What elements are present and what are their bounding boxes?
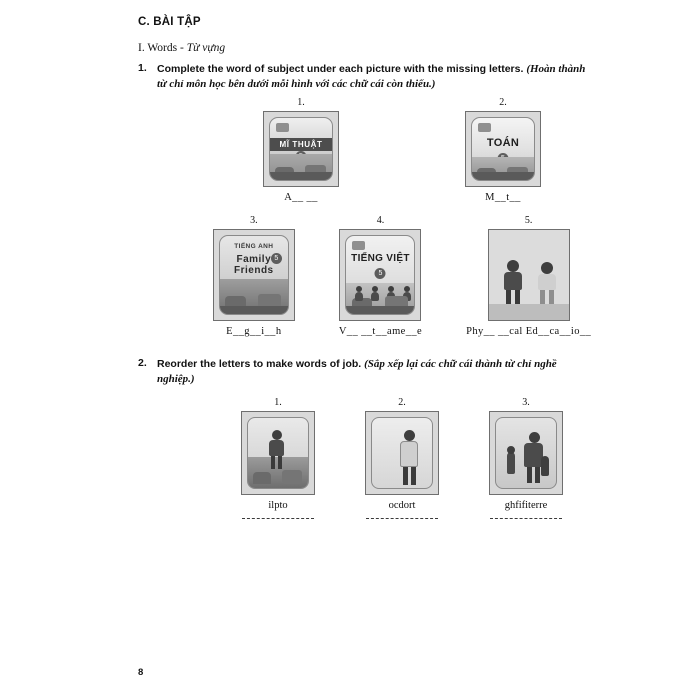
pilot-figure <box>266 430 286 470</box>
cover-title: TOÁN <box>486 137 520 150</box>
student-figure <box>386 286 396 306</box>
fire-extinguisher-icon <box>540 452 550 478</box>
illustration-pilot-with-plane <box>241 411 315 495</box>
cover-footer-bar <box>220 306 288 314</box>
illustration-firefighter <box>489 411 563 495</box>
child-boy-figure <box>501 260 525 304</box>
answer-blank[interactable]: V__ __t__ame__e <box>338 326 423 338</box>
student-figure <box>370 286 380 306</box>
scrambled-word: ocdort <box>388 499 416 511</box>
answer-blank[interactable]: A__ __ <box>284 192 318 204</box>
exercise-1-item-3 <box>213 215 295 337</box>
cover-footer-bar <box>270 172 332 180</box>
exercise-1-prompt-vi: (Hoàn thành từ chỉ môn học bên dưới mỗi hình với các chữ cái còn thiếu.) <box>157 63 586 90</box>
section-heading: C. BÀI TẬP <box>138 16 201 28</box>
cover-title: Family Friends <box>234 254 274 277</box>
exercise-2 <box>138 357 666 386</box>
answer-blank[interactable]: E__g__i__h <box>226 326 282 338</box>
exercise-2-item-3 <box>489 397 563 519</box>
subsection-heading-en: I. Words - <box>138 42 187 54</box>
item-number: 1. <box>274 396 282 408</box>
exercise-1-item-4 <box>339 215 422 337</box>
photo-floor <box>489 304 569 320</box>
exercise-1 <box>138 62 666 91</box>
exercise-2-item-1 <box>241 397 315 519</box>
cover-title: TIẾNG VIỆT <box>351 253 410 265</box>
exercise-1-number: 1. <box>138 62 147 74</box>
student-figure <box>402 286 412 306</box>
item-number: 1. <box>297 97 305 109</box>
answer-blank[interactable]: Phy__ __cal Ed__ca__io__ <box>466 326 592 338</box>
exercise-1-row-2 <box>138 215 666 337</box>
exercise-1-item-5 <box>466 215 591 337</box>
item-number: 3. <box>522 396 530 408</box>
photo-children-exercising <box>488 229 570 321</box>
publisher-badge-icon <box>478 123 491 132</box>
item-number: 2. <box>398 396 406 408</box>
exercise-2-prompt-en: Reorder the letters to make words of job. <box>157 358 362 371</box>
cover-footer-bar <box>346 306 414 314</box>
cover-footer-bar <box>472 172 534 180</box>
subsection-heading-vi: Từ vựng <box>186 42 226 54</box>
publisher-badge-icon <box>276 123 289 132</box>
exercise-1-prompt-en: Complete the word of subject under each picture with the missing letters. <box>157 63 524 75</box>
item-number: 4. <box>376 215 385 227</box>
exercise-2-number: 2. <box>138 357 147 370</box>
exercise-1-row-1 <box>138 97 666 203</box>
exercise-1-item-2 <box>465 97 541 203</box>
exercise-2-prompt-vi: (Sắp xếp lại các chữ cái thành từ chỉ nghề nghiệp.) <box>157 358 557 386</box>
exercise-2-row <box>138 397 666 519</box>
fire-hydrant-icon <box>504 446 518 480</box>
answer-write-line[interactable] <box>366 518 438 519</box>
cover-grade-badge: 5 <box>271 253 282 264</box>
answer-write-line[interactable] <box>490 518 562 519</box>
item-number: 2. <box>499 97 507 109</box>
student-figure <box>354 286 364 306</box>
scrambled-word: ilpto <box>268 499 288 511</box>
textbook-cover-mi-thuat <box>263 111 339 187</box>
exercise-1-item-1 <box>263 97 339 203</box>
illustration-doctor-with-clipboard <box>365 411 439 495</box>
textbook-cover-toan <box>465 111 541 187</box>
textbook-cover-tieng-viet <box>339 229 421 321</box>
exercise-1-prompt <box>157 62 587 91</box>
child-girl-figure <box>535 262 559 304</box>
exercise-2-item-2 <box>365 397 439 519</box>
doctor-figure <box>398 430 420 486</box>
answer-blank[interactable]: M__t__ <box>485 192 521 204</box>
cover-series-label: TIẾNG ANH <box>234 243 274 251</box>
scrambled-word: ghfifiterre <box>504 499 548 511</box>
item-number: 3. <box>250 215 258 227</box>
exercise-2-prompt <box>157 357 587 386</box>
page-number: 8 <box>138 667 144 678</box>
textbook-cover-family-and-friends <box>213 229 295 321</box>
publisher-badge-icon <box>352 241 365 250</box>
item-number: 5. <box>524 215 533 227</box>
answer-write-line[interactable] <box>242 518 314 519</box>
cover-grade-badge: 5 <box>375 268 386 279</box>
cover-title-band: MĨ THUẬT <box>270 138 332 151</box>
subsection-heading <box>138 42 666 54</box>
